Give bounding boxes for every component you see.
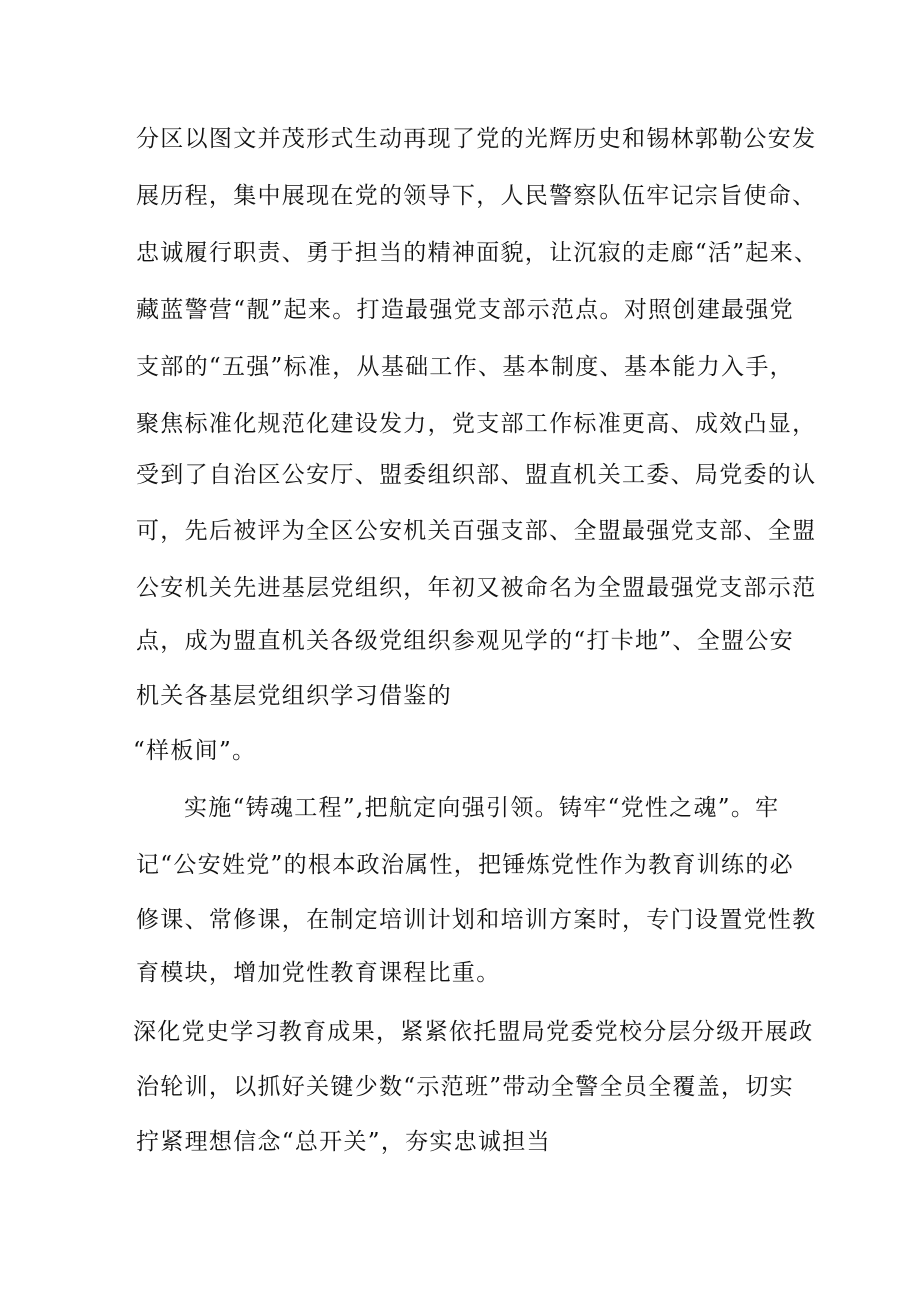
paragraph-1-line-12: “样板间”。 xyxy=(133,738,257,764)
paragraph-1-line-11: 机关各基层党组织学习借鉴的 xyxy=(136,683,452,709)
paragraph-3-line-2: 治轮训，以抓好关键少数“示范班”带动全警全员全覆盖，切实 xyxy=(136,1074,794,1100)
paragraph-1-line-1: 分区以图文并茂形式生动再现了党的光辉历史和锡林郭勒公安发 xyxy=(136,126,817,152)
paragraph-1-line-2: 展历程，集中展现在党的领导下，人民警察队伍牢记宗旨使命、 xyxy=(136,183,817,209)
paragraph-1-line-9: 公安机关先进基层党组织，年初又被命名为全盟最强党支部示范 xyxy=(136,575,817,601)
paragraph-1-line-4: 藏蓝警营“靓”起来。打造最强党支部示范点。对照创建最强党 xyxy=(136,297,794,323)
paragraph-3-line-1: 深化党史学习教育成果，紧紧依托盟局党委党校分层分级开展政 xyxy=(133,1019,814,1045)
paragraph-2-line-1: 实施“铸魂工程”,把航定向强引领。铸牢“党性之魂”。牢 xyxy=(184,795,780,821)
paragraph-1-line-6: 聚焦标准化规范化建设发力，党支部工作标准更高、成效凸显， xyxy=(136,411,817,437)
paragraph-1-line-7: 受到了自治区公安厅、盟委组织部、盟直机关工委、局党委的认 xyxy=(136,462,817,488)
paragraph-1-line-10: 点，成为盟直机关各级党组织参观见学的“打卡地”、全盟公安 xyxy=(136,628,794,654)
paragraph-1-line-8: 可，先后被评为全区公安机关百强支部、全盟最强党支部、全盟 xyxy=(136,518,817,544)
paragraph-2-line-3: 修课、常修课，在制定培训计划和培训方案时，专门设置党性教 xyxy=(136,907,817,933)
paragraph-1-line-5: 支部的“五强”标准，从基础工作、基本制度、基本能力入手， xyxy=(136,354,794,380)
paragraph-2-line-4: 育模块，增加党性教育课程比重。 xyxy=(136,960,501,986)
paragraph-1-line-3: 忠诚履行职责、勇于担当的精神面貌，让沉寂的走廊“活”起来、 xyxy=(136,240,819,266)
paragraph-3-line-3: 拧紧理想信念“总开关”，夯实忠诚担当 xyxy=(136,1129,551,1155)
paragraph-2-line-2: 记“公安姓党”的根本政治属性，把锤炼党性作为教育训练的必 xyxy=(136,852,794,878)
